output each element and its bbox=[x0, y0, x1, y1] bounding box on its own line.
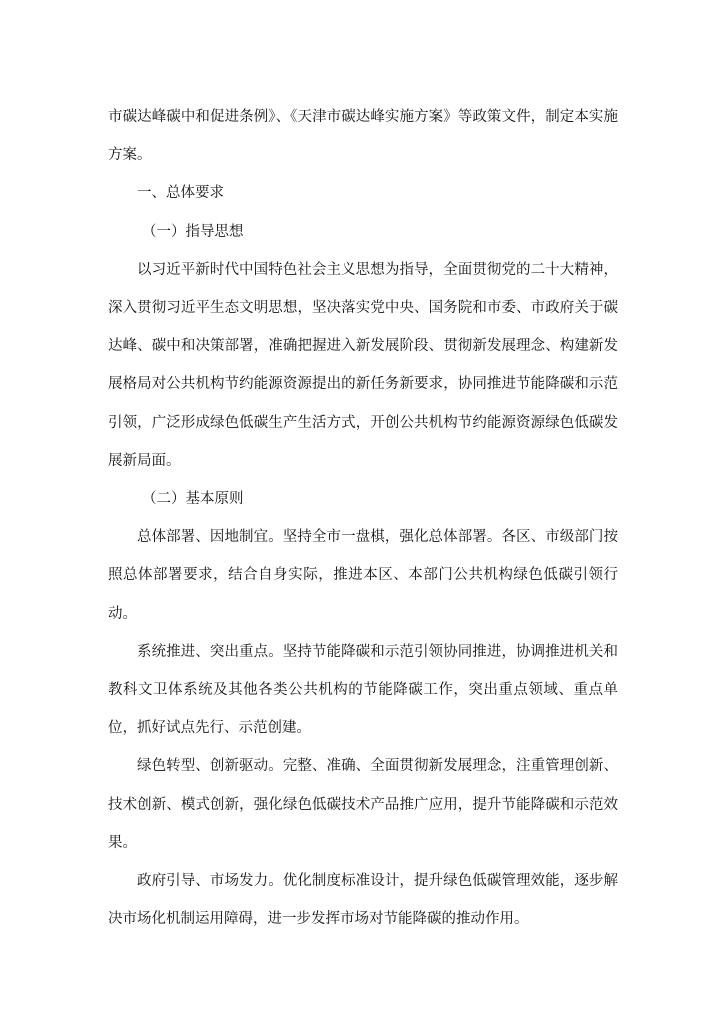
heading-basic-principles: （二）基本原则 bbox=[142, 491, 244, 508]
paragraph-principle-overall-deployment: 总体部署、因地制宜。坚持全市一盘棋，强化总体部署。各区、市级部门按照总体部署要求，结合自身实际，推进本区、本部门公共机构绿色低碳引领行动。 bbox=[108, 529, 618, 622]
paragraph-principle-green-transformation: 绿色转型、创新驱动。完整、准确、全面贯彻新发展理念，注重管理创新、技术创新、模式创新，强化绿色低碳技术产品推广应用，提升节能降碳和示范效果。 bbox=[108, 758, 618, 851]
paragraph-principle-government-guidance: 政府引导、市场发力。优化制度标准设计，提升绿色低碳管理效能，逐步解决市场化机制运用障碍，进一步发挥市场对节能降碳的推动作用。 bbox=[108, 873, 618, 928]
paragraph-principle-systematic-advance: 系统推进、突出重点。坚持节能降碳和示范引领协同推进，协调推进机关和教科文卫体系统及其他各类公共机构的节能降碳工作，突出重点领域、重点单位，抓好试点先行、示范创建。 bbox=[108, 643, 618, 737]
paragraph-intro-continuation: 市碳达峰碳中和促进条例》、《天津市碳达峰实施方案》等政策文件，制定本实施方案。 bbox=[108, 109, 618, 164]
paragraph-guiding-ideology: 以习近平新时代中国特色社会主义思想为指导，全面贯彻党的二十大精神，深入贯彻习近平生态文明思想，坚决落实党中央、国务院和市委、市政府关于碳达峰、碳中和决策部署，准确把握进入新发展阶段、贯彻新发展理念、构建新发展格局对公共机构节约能源资源提出的新任务新要求，协同推进节能降碳和示范引领，广泛形成绿色低碳生产生活方式，开创公共机构节约能源资源绿色低碳发展新局面。 bbox=[108, 261, 618, 469]
document-page bbox=[108, 98, 618, 938]
heading-overall-requirements: 一、总体要求 bbox=[137, 185, 224, 202]
heading-guiding-ideology: （一）指导思想 bbox=[142, 223, 244, 240]
